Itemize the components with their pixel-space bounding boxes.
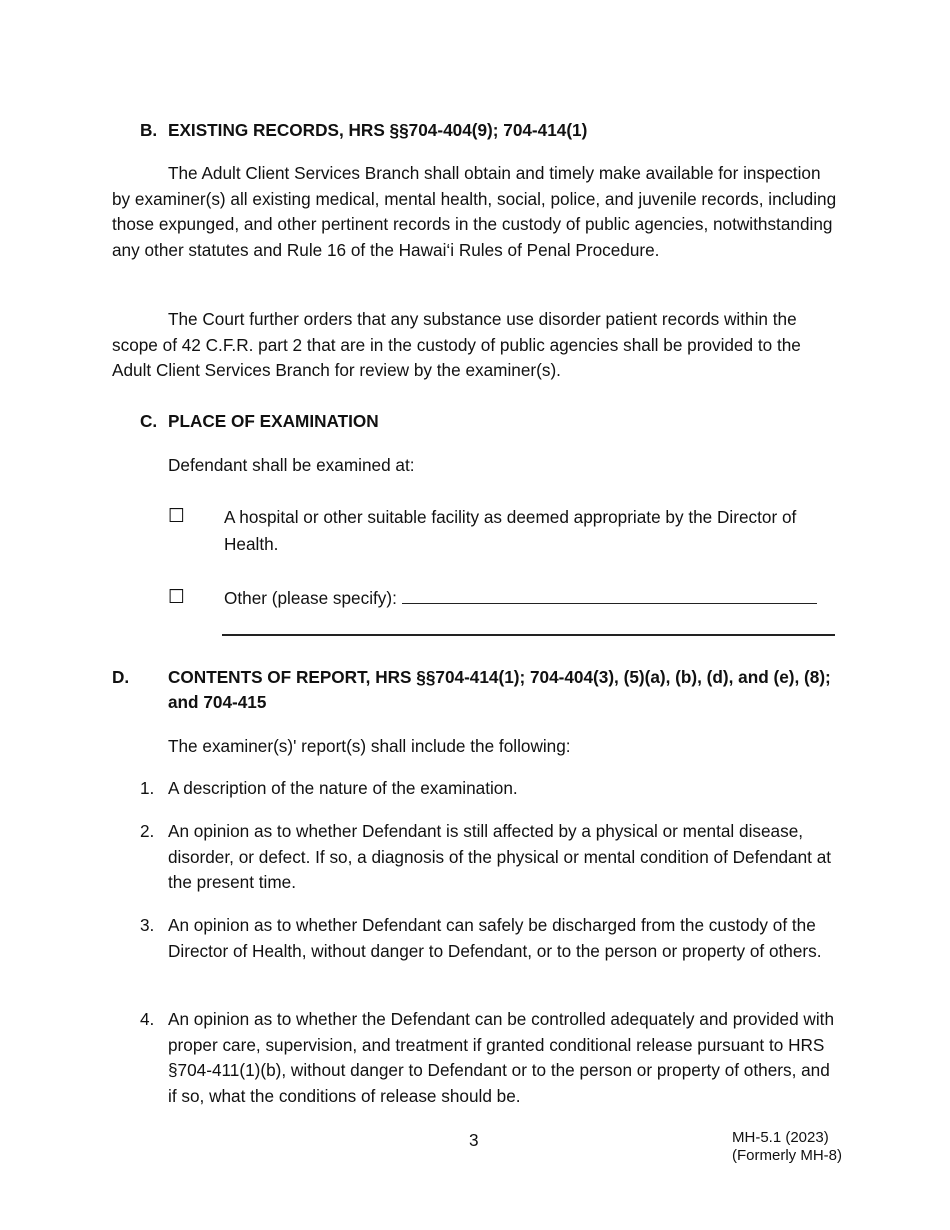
form-identifier	[732, 1129, 842, 1164]
section-d-intro: The examiner(s)' report(s) shall include the following:	[168, 736, 571, 756]
list-item-number: 1.	[140, 778, 155, 798]
other-specify-field-line-2[interactable]	[222, 634, 835, 636]
list-item-text: An opinion as to whether Defendant can safely be discharged from the custody of the Director of Health, without danger to Defendant, or to the person or property of others.	[168, 915, 822, 961]
list-item-text: An opinion as to whether the Defendant can be controlled adequately and provided with proper care, supervision, and treatment if granted conditional release pursuant to HRS §704-411(1)(b), without danger to Defendant or to the person or property of others, and if so, what the conditions of release should be.	[168, 1009, 834, 1106]
page-number: 3	[469, 1130, 479, 1150]
section-b-letter: B.	[140, 120, 158, 140]
option-other-label: Other (please specify):	[224, 588, 397, 608]
list-item-text: A description of the nature of the examination.	[168, 778, 518, 798]
list-item-text: An opinion as to whether Defendant is still affected by a physical or mental disease, disorder, or defect. If so, a diagnosis of the physical or mental condition of Defendant at the present time.	[168, 821, 832, 892]
list-item	[140, 819, 840, 896]
section-c-heading	[140, 409, 379, 434]
section-d-letter: D.	[112, 667, 130, 687]
list-item	[140, 913, 840, 964]
other-checkbox[interactable]: ☐	[168, 586, 186, 608]
section-d-title: CONTENTS OF REPORT, HRS §§704-414(1); 704-404(3), (5)(a), (b), (d), and (e), (8); and 704-415	[168, 667, 831, 712]
section-c-intro: Defendant shall be examined at:	[168, 455, 415, 475]
option-other-label-wrap	[224, 585, 834, 612]
list-item	[140, 776, 840, 802]
other-specify-field[interactable]	[402, 585, 817, 604]
form-id: MH-5.1 (2023)	[732, 1129, 829, 1146]
list-item	[140, 1007, 840, 1109]
section-b-heading	[140, 118, 587, 143]
section-b-title: EXISTING RECORDS, HRS §§704-404(9); 704-414(1)	[168, 120, 588, 140]
hospital-checkbox[interactable]: ☐	[168, 505, 186, 527]
list-item-number: 4.	[140, 1009, 155, 1029]
list-item-number: 2.	[140, 821, 155, 841]
section-c-letter: C.	[140, 411, 158, 431]
section-d-heading	[112, 665, 858, 715]
section-b-paragraph-1: The Adult Client Services Branch shall obtain and timely make available for inspection by examiner(s) all existing medical, mental health, social, police, and juvenile records, including those expunged, and other pertinent records in the custody of public agencies, notwithstanding any other statutes and Rule 16 of the Hawai‘i Rules of Penal Procedure.	[112, 163, 837, 260]
section-c-title: PLACE OF EXAMINATION	[168, 411, 379, 431]
option-hospital-label: A hospital or other suitable facility as deemed appropriate by the Director of Health.	[224, 507, 797, 554]
list-item-number: 3.	[140, 915, 155, 935]
section-b-paragraph-2: The Court further orders that any substance use disorder patient records within the scope of 42 C.F.R. part 2 that are in the custody of public agencies shall be provided to the Adult Client Services Branch for review by the examiner(s).	[112, 309, 801, 380]
form-formerly: (Formerly MH-8)	[732, 1146, 842, 1164]
